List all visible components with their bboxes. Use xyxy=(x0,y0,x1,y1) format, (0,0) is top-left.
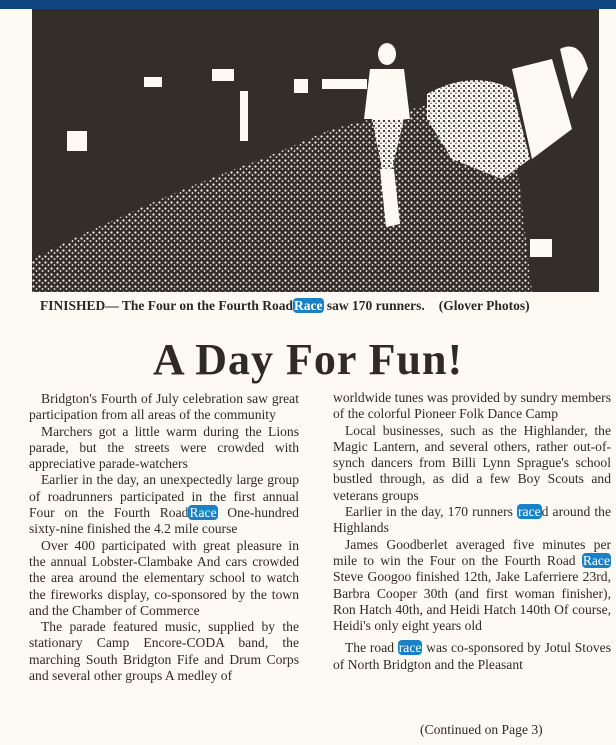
photo-credit: (Glover Photos) xyxy=(438,298,530,313)
race-photo xyxy=(32,9,599,292)
paragraph: Marchers got a little warm during the Lions parade, but the streets were crowded with appreciative parade-watchers xyxy=(29,423,299,472)
halftone-photo-graphic xyxy=(32,9,599,292)
search-highlight[interactable]: Race xyxy=(582,552,610,568)
search-highlight[interactable]: Race xyxy=(294,298,323,313)
paragraph: Bridgton's Fourth of July celebration saw great participation from all areas of the community xyxy=(29,391,299,423)
caption-text: FINISHED— The Four on the Fourth Road xyxy=(40,298,294,313)
paragraph-text: d around the Highlands xyxy=(333,504,611,536)
continued-notice: (Continued on Page 3) xyxy=(420,722,543,737)
top-accent-bar xyxy=(0,0,616,9)
paragraph-text: The road xyxy=(345,640,398,656)
paragraph: Over 400 participated with great pleasure in the annual Lobster-Clambake And cars crowded the area around the elementary school to watch the fireworks display, co-sponsored by the town and the Chamber of Commerce xyxy=(29,537,299,618)
search-highlight[interactable]: race xyxy=(518,504,541,520)
photo-caption xyxy=(40,298,610,314)
article-column-left xyxy=(29,391,299,684)
paragraph-text: Steve Googoo finished 12th, Jake Laferriere 23rd, Barbra Cooper 30th (and first woman finisher), Ron Hatch 40th, and Heidi Hatch 140th Of course, Heidi's only eight years old xyxy=(333,569,611,634)
caption-text-tail: saw 170 runners. xyxy=(323,298,425,313)
paragraph-text: Earlier in the day, 170 runners xyxy=(345,504,518,520)
paragraph: The parade featured music, supplied by the stationary Camp Encore-CODA band, the marching South Bridgton Fife and Drum Corps and several other groups A medley of xyxy=(29,619,299,684)
article-headline: A Day For Fun! xyxy=(152,335,464,384)
paragraph-text: One-hundred sixty-nine finished the 4.2 mile course xyxy=(29,505,299,537)
article-column-right xyxy=(333,390,611,673)
paragraph: worldwide tunes was provided by sundry members of the colorful Pioneer Folk Dance Camp xyxy=(333,390,611,422)
paragraph-text: Earlier in the day, an unexpectedly large group of roadrunners participated in the first annual Four on the Fourth Road xyxy=(29,472,299,521)
paragraph xyxy=(333,640,611,673)
paragraph-text: was co-sponsored by Jotul Stoves of North Bridgton and the Pleasant xyxy=(333,640,611,672)
search-highlight[interactable]: Race xyxy=(189,505,217,521)
paragraph xyxy=(29,472,299,537)
paragraph xyxy=(333,504,611,537)
paragraph xyxy=(333,537,611,635)
paragraph-text: James Goodberlet averaged five minutes per mile to win the Four on the Fourth Road xyxy=(333,536,611,568)
paragraph: Local businesses, such as the Highlander, the Magic Lantern, and several others, rather out-of-synch dancers from Billi Lynn Sprague's school bustled through, as did a few Boy Scouts and veterans groups xyxy=(333,422,611,503)
search-highlight[interactable]: race xyxy=(398,640,422,656)
